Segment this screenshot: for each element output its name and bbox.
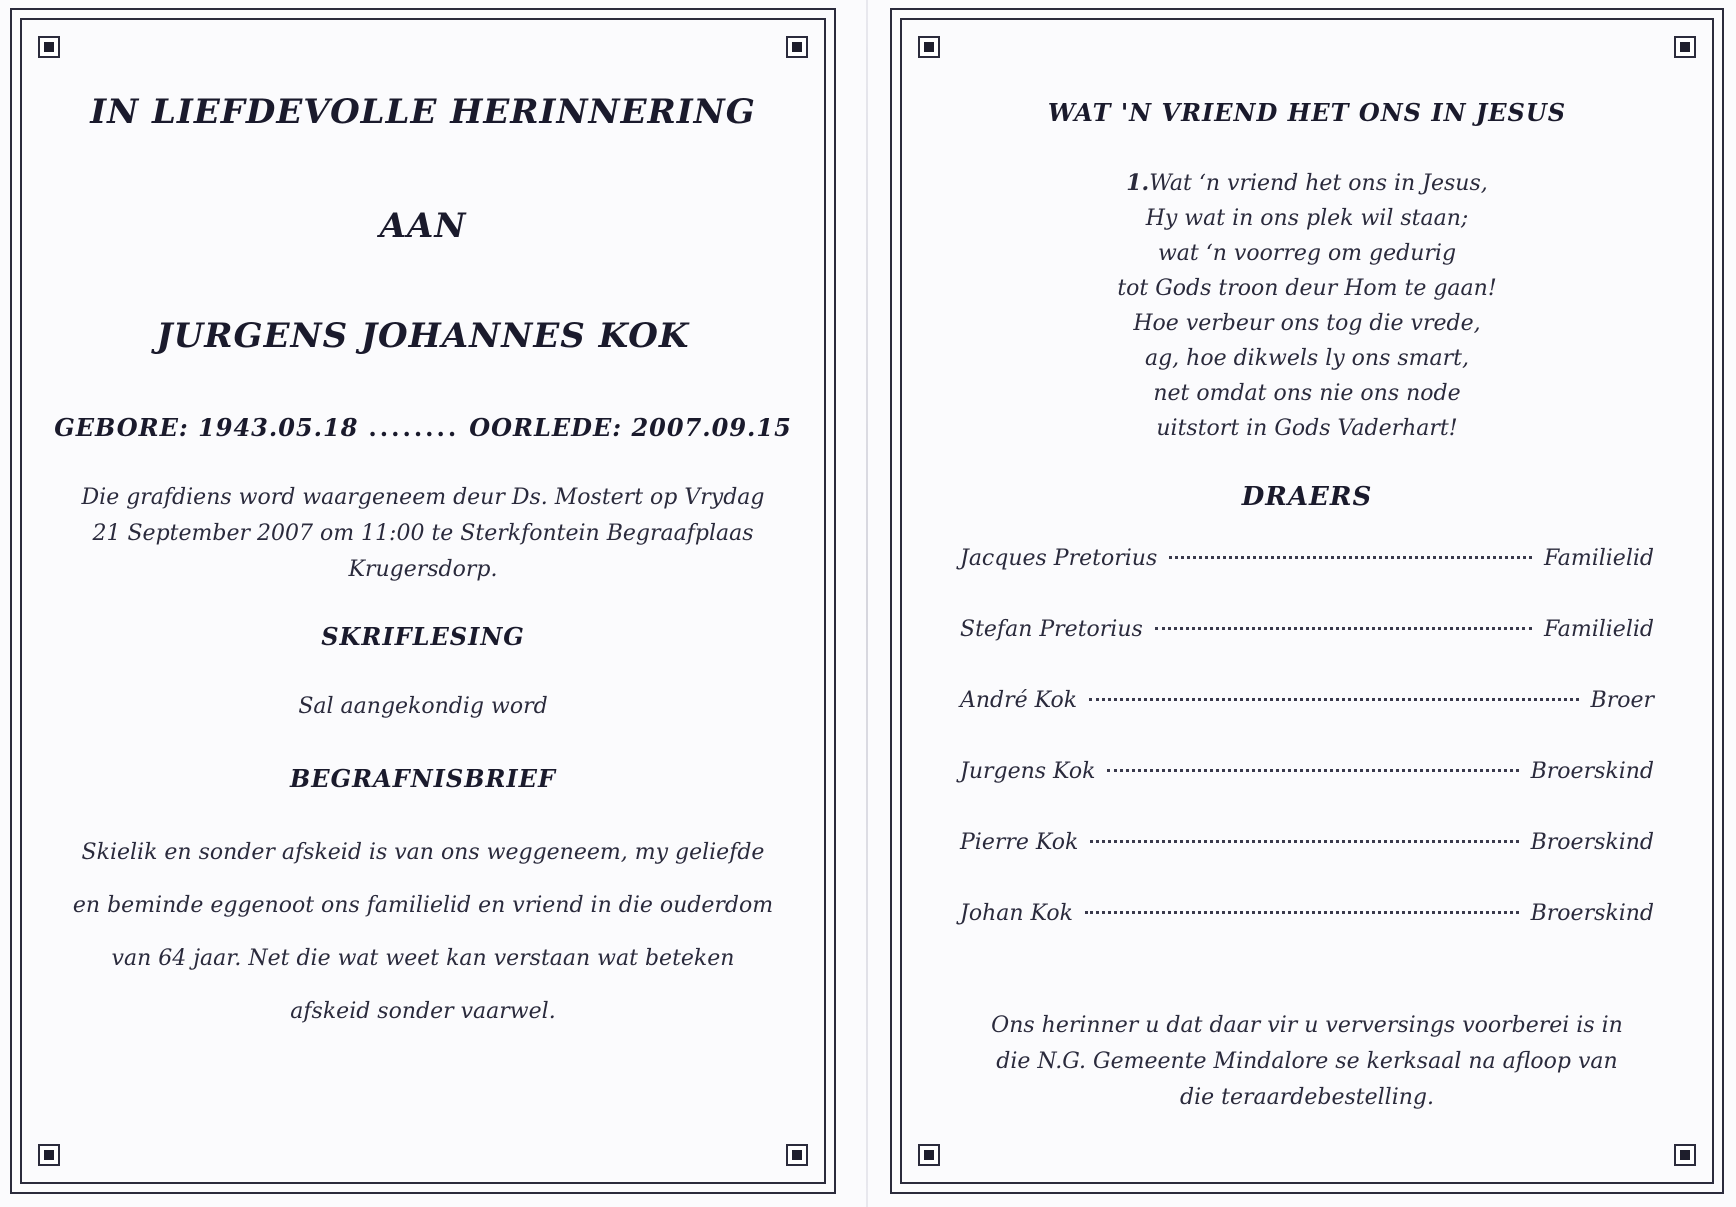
funeral-letter-heading: BEGRAFNISBRIEF	[290, 764, 556, 793]
date-separator: ........	[368, 413, 460, 442]
bearer-row	[960, 830, 1654, 901]
bearer-name: Jacques Pretorius	[960, 546, 1158, 571]
bearer-name: Pierre Kok	[960, 830, 1079, 855]
right-page	[890, 8, 1724, 1194]
birth-date: GEBORE: 1943.05.18	[54, 413, 359, 442]
bearer-name: Jurgens Kok	[960, 759, 1096, 784]
funeral-letter-text: Skielik en sonder afskeid is van ons weggeneem, my geliefde en beminde eggenoot ons familielid en vriend in die ouderdom van 64 jaar. Net die wat weet kan verstaan wat beteken afskeid sonder vaarwel.	[72, 840, 774, 1024]
hymn-verse	[930, 166, 1684, 446]
dot-leader	[1089, 698, 1578, 701]
dot-leader	[1169, 556, 1532, 559]
bearer-name: Stefan Pretorius	[960, 617, 1143, 642]
center-fold	[866, 0, 868, 1207]
verse-line: Hoe verbeur ons tog die vrede,	[1133, 311, 1481, 336]
service-details: Die grafdiens word waargeneem deur Ds. Mostert op Vrydag 21 September 2007 om 11:00 te Sterkfontein Begraafplaas Krugersdorp.	[81, 485, 765, 582]
bearer-relation: Broerskind	[1530, 759, 1654, 784]
verse-line: wat ‘n voorreg om gedurig	[1157, 241, 1457, 266]
bearer-relation: Familielid	[1543, 546, 1654, 571]
dot-leader	[1090, 840, 1518, 843]
bearers-list	[960, 546, 1654, 972]
verse-line: Hy wat in ons plek wil staan;	[1145, 206, 1469, 231]
dot-leader	[1107, 769, 1518, 772]
bearer-row	[960, 546, 1654, 617]
right-page-content	[930, 8, 1684, 1194]
bearer-row	[960, 901, 1654, 972]
memorial-to: AAN	[379, 206, 467, 246]
bearers-heading: DRAERS	[1241, 482, 1373, 512]
verse-line: tot Gods troon deur Hom te gaan!	[1117, 276, 1497, 301]
dot-leader	[1155, 627, 1532, 630]
memorial-title: IN LIEFDEVOLLE HERINNERING	[90, 92, 756, 132]
bearer-relation: Broerskind	[1530, 830, 1654, 855]
verse-line: 1.Wat ‘n vriend het ons in Jesus,	[1126, 170, 1488, 196]
scripture-text: Sal aangekondig word	[298, 694, 548, 719]
bearer-name: André Kok	[960, 688, 1078, 713]
verse-number: 1.	[1126, 170, 1150, 196]
bearer-relation: Broerskind	[1530, 901, 1654, 926]
verse-line: uitstort in Gods Vaderhart!	[1156, 416, 1458, 441]
death-date: OORLEDE: 2007.09.15	[469, 413, 792, 442]
verse-line: ag, hoe dikwels ly ons smart,	[1144, 346, 1469, 371]
bearer-row	[960, 688, 1654, 759]
scripture-heading: SKRIFLESING	[321, 622, 525, 651]
bearer-relation: Broer	[1590, 688, 1654, 713]
bearer-relation: Familielid	[1543, 617, 1654, 642]
dot-leader	[1085, 911, 1519, 914]
bearer-row	[960, 759, 1654, 830]
verse-line: net omdat ons nie ons node	[1153, 381, 1461, 406]
life-dates	[50, 413, 796, 442]
left-page	[10, 8, 836, 1194]
deceased-name: JURGENS JOHANNES KOK	[156, 316, 690, 356]
left-page-content	[50, 8, 796, 1194]
hymn-title: WAT 'N VRIEND HET ONS IN JESUS	[1047, 98, 1567, 127]
bearer-row	[960, 617, 1654, 688]
bearer-name: Johan Kok	[960, 901, 1073, 926]
refreshments-note: Ons herinner u dat daar vir u verversings voorberei is in die N.G. Gemeente Mindalore se kerksaal na afloop van die teraardebestelling.	[991, 1013, 1623, 1110]
